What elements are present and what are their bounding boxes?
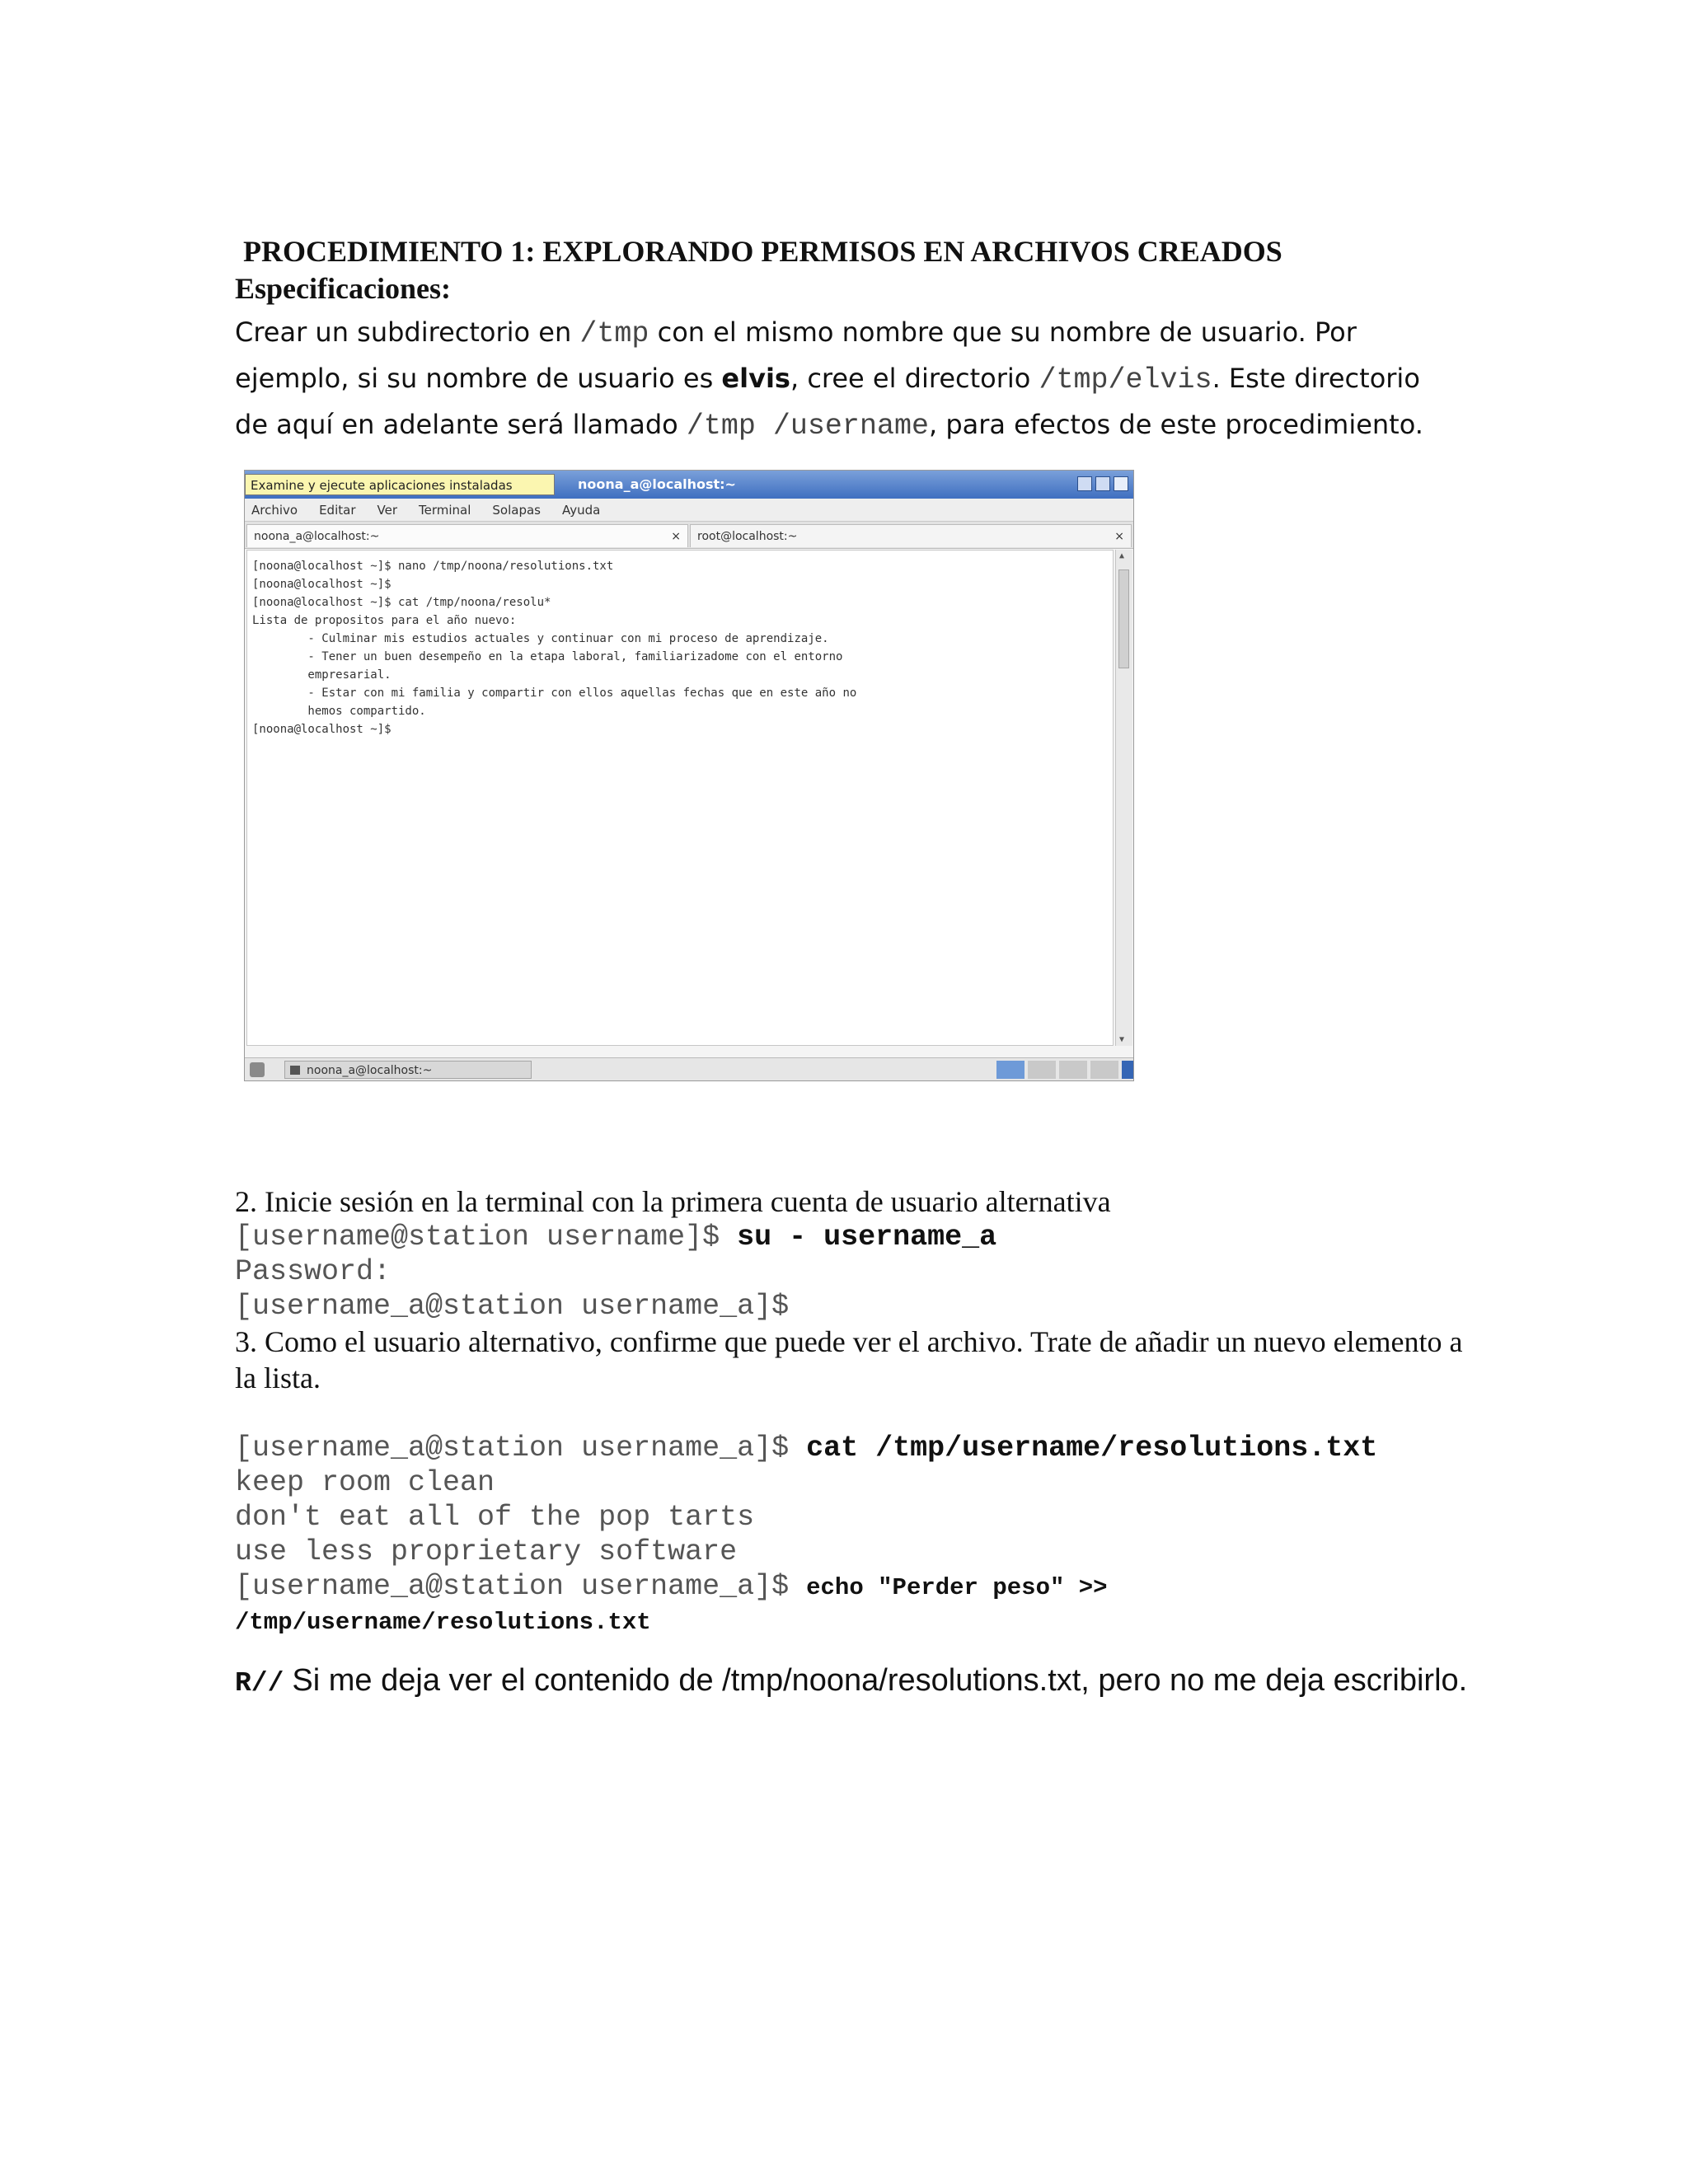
tab-label: noona_a@localhost:~: [254, 530, 380, 543]
scrollbar-thumb[interactable]: [1118, 569, 1129, 668]
spacer: [235, 1396, 1471, 1431]
spec-path-elvis: /tmp/elvis: [1039, 363, 1212, 396]
terminal-line: hemos compartido.: [252, 705, 426, 718]
terminal-scrollbar[interactable]: [1115, 550, 1132, 1046]
terminal-line: - Estar con mi familia y compartir con ellos aquellas fechas que en este año no: [252, 687, 857, 700]
code-line: [235, 1220, 1471, 1254]
shell-command: su - username_a: [737, 1221, 997, 1254]
terminal-icon: [290, 1066, 300, 1075]
code-line: [235, 1569, 1471, 1605]
shell-prompt: [username@station username]$: [235, 1221, 738, 1254]
specification-paragraph: [235, 310, 1455, 448]
spec-text: , cree el directorio: [790, 363, 1039, 394]
terminal-screenshot: [244, 470, 1134, 1081]
workspace-icon[interactable]: [1059, 1061, 1087, 1079]
taskbar: [245, 1057, 1133, 1081]
shell-prompt: [username_a@station username_a]$: [235, 1432, 807, 1465]
shell-command: cat /tmp/username/resolutions.txt: [806, 1432, 1378, 1465]
tab-label: root@localhost:~: [697, 530, 798, 543]
spec-text: con el mismo nombre que su nombre de usuario. Por ejemplo, si su nombre de usuario es: [235, 316, 1357, 394]
menu-ayuda[interactable]: Ayuda: [562, 503, 601, 518]
step-3-text: 3. Como el usuario alternativo, confirme que puede ver el archivo. Trate de añadir un nuevo elemento a la lista.: [235, 1325, 1463, 1394]
taskbar-window-label: noona_a@localhost:~: [307, 1064, 433, 1077]
menu-editar[interactable]: Editar: [319, 503, 356, 518]
tab-close-icon[interactable]: ×: [1114, 530, 1124, 543]
code-line: /tmp/username/resolutions.txt: [235, 1609, 651, 1636]
workspace-icon[interactable]: [1090, 1061, 1118, 1079]
workspace-icon[interactable]: [996, 1061, 1025, 1079]
code-line: don't eat all of the pop tarts: [235, 1501, 755, 1534]
minimize-icon[interactable]: [1077, 476, 1092, 491]
window-title: noona_a@localhost:~: [578, 476, 736, 492]
terminal-menubar: [245, 499, 1133, 522]
taskbar-window-button[interactable]: [284, 1061, 532, 1079]
tab-close-icon[interactable]: ×: [671, 530, 681, 543]
menu-terminal[interactable]: Terminal: [419, 503, 471, 518]
answer-paragraph: [235, 1658, 1471, 1706]
shell-command: echo "Perder peso" >>: [806, 1574, 1108, 1601]
code-line: keep room clean: [235, 1466, 495, 1499]
spec-text: , para efectos de este procedimiento.: [928, 409, 1423, 440]
workspace-icon[interactable]: [1028, 1061, 1056, 1079]
terminal-tabs: [245, 522, 1133, 549]
spec-path-tmp: /tmp: [579, 317, 649, 350]
window-titlebar: [245, 471, 1133, 499]
code-line: [235, 1431, 1471, 1465]
terminal-line: [noona@localhost ~]$: [252, 578, 392, 591]
specifications-heading: Especificaciones:: [235, 272, 451, 305]
spec-text: . Este directorio de aquí en adelante será llamado: [235, 363, 1420, 440]
code-line: use less proprietary software: [235, 1535, 738, 1568]
terminal-line: - Culminar mis estudios actuales y continuar con mi proceso de aprendizaje.: [252, 632, 829, 645]
scroll-up-icon[interactable]: ▲: [1119, 551, 1125, 560]
spec-username-example: elvis: [721, 363, 790, 394]
tab-root[interactable]: [690, 524, 1132, 547]
code-line: [username_a@station username_a]$: [235, 1290, 790, 1323]
terminal-line: [noona@localhost ~]$: [252, 723, 392, 736]
answer-text: Si me deja ver el contenido de /tmp/noona/resolutions.txt, pero no me deja escribirlo.: [292, 1663, 1468, 1698]
trash-icon[interactable]: [1122, 1061, 1133, 1079]
terminal-output[interactable]: [246, 550, 1114, 1046]
spec-text: Crear un subdirectorio en: [235, 316, 580, 348]
procedure-title: PROCEDIMIENTO 1: EXPLORANDO PERMISOS EN ARCHIVOS CREADOS: [243, 235, 1282, 268]
applications-tooltip: Examine y ejecute aplicaciones instaladas: [245, 474, 555, 495]
steps-section: [235, 1183, 1471, 1706]
step-2-text: 2. Inicie sesión en la terminal con la primera cuenta de usuario alternativa: [235, 1185, 1111, 1218]
tab-noona-a[interactable]: [246, 524, 688, 547]
close-icon[interactable]: [1114, 476, 1128, 491]
menu-archivo[interactable]: Archivo: [251, 503, 298, 518]
terminal-line: - Tener un buen desempeño en la etapa laboral, familiarizadome con el entorno: [252, 650, 843, 663]
terminal-line: empresarial.: [252, 668, 392, 682]
intro-section: [235, 232, 1455, 448]
window-controls: [1077, 476, 1128, 491]
maximize-icon[interactable]: [1095, 476, 1110, 491]
scroll-down-icon[interactable]: ▼: [1119, 1035, 1125, 1044]
shell-prompt: [username_a@station username_a]$: [235, 1570, 807, 1603]
show-desktop-icon[interactable]: [250, 1062, 265, 1077]
menu-ver[interactable]: Ver: [377, 503, 397, 518]
terminal-line: [noona@localhost ~]$ nano /tmp/noona/resolutions.txt: [252, 560, 614, 573]
terminal-line: [noona@localhost ~]$ cat /tmp/noona/resolu*: [252, 596, 551, 609]
answer-mark: R//: [235, 1668, 284, 1699]
spec-path-username: /tmp /username: [686, 410, 929, 443]
menu-solapas[interactable]: Solapas: [492, 503, 541, 518]
terminal-line: Lista de propositos para el año nuevo:: [252, 614, 517, 627]
workspace-switcher[interactable]: [996, 1061, 1133, 1079]
code-line: Password:: [235, 1255, 392, 1288]
